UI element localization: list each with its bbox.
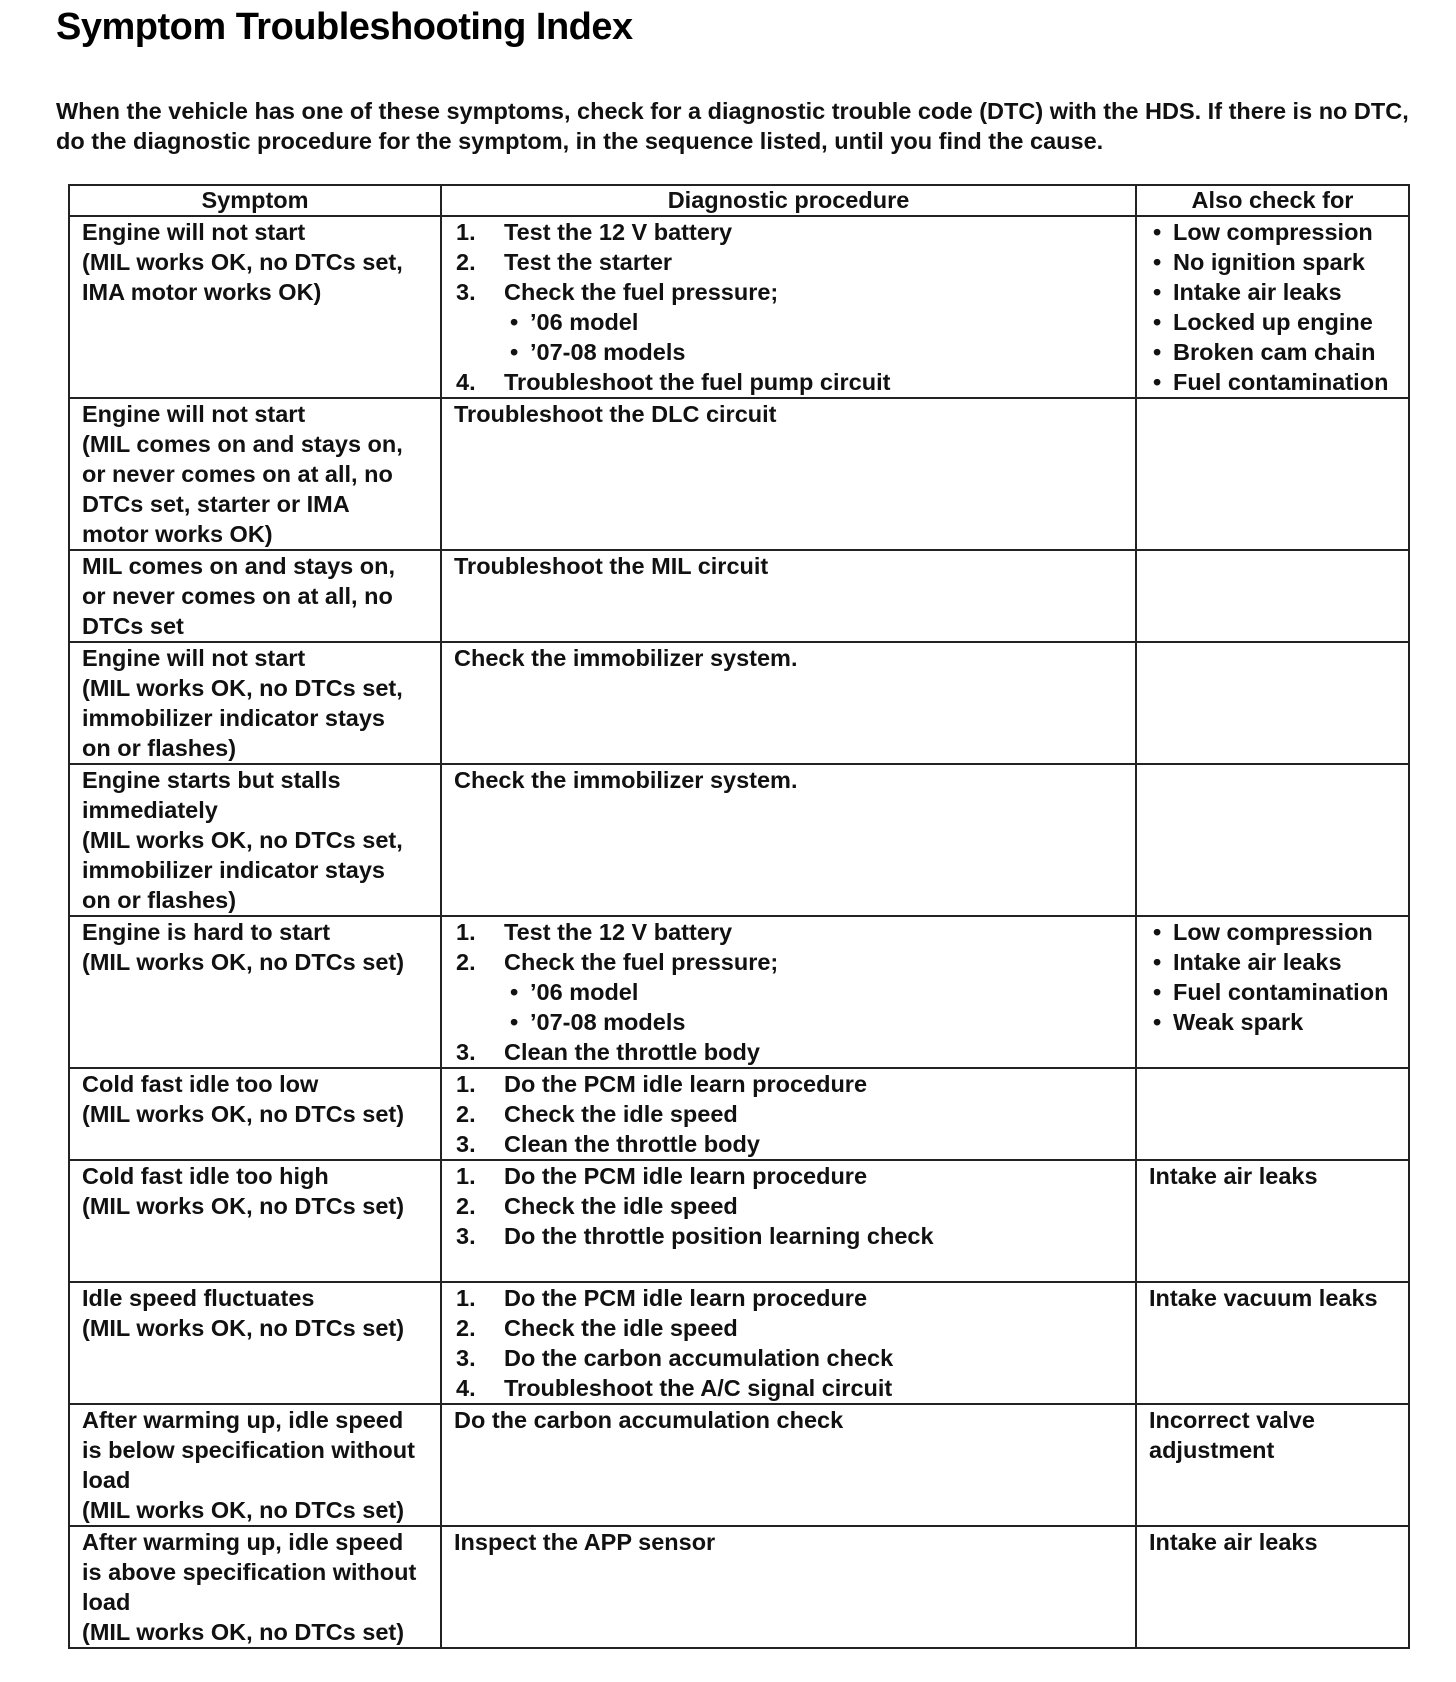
also-check-text: Intake air leaks: [1149, 1163, 1318, 1189]
also-check-text: Intake air leaks: [1149, 1529, 1318, 1555]
procedure-step: [454, 1191, 1125, 1221]
table-row: [69, 764, 1409, 916]
procedure-cell: [441, 1404, 1136, 1526]
procedure-step-text: Troubleshoot the fuel pump circuit: [504, 369, 891, 395]
procedure-step: [454, 917, 1125, 947]
procedure-step-text: Check the idle speed: [504, 1101, 738, 1127]
procedure-step: [454, 1313, 1125, 1343]
symptom-line: Engine will not start: [82, 645, 306, 671]
also-check-item: • No ignition spark: [1149, 247, 1398, 277]
symptom-line: (MIL comes on and stays on,: [82, 431, 403, 457]
table-row: [69, 642, 1409, 764]
symptom-cell: [69, 550, 441, 642]
procedure-cell: [441, 1526, 1136, 1648]
also-check-text: Incorrect valve: [1149, 1407, 1315, 1433]
procedure-cell: [441, 216, 1136, 398]
also-check-cell: [1136, 1160, 1409, 1282]
also-check-item: • Intake air leaks: [1149, 277, 1398, 307]
symptom-line: IMA motor works OK): [82, 279, 322, 305]
symptom-line: Engine will not start: [82, 401, 306, 427]
procedure-cell: [441, 642, 1136, 764]
procedure-cell: [441, 1282, 1136, 1404]
procedure-sub-item: • ’06 model: [504, 977, 1125, 1007]
symptom-line: (MIL works OK, no DTCs set): [82, 949, 405, 975]
procedure-sub-item: • ’07-08 models: [504, 337, 1125, 367]
also-check-cell: [1136, 1068, 1409, 1160]
procedure-step: [454, 1099, 1125, 1129]
procedure-steps: [454, 917, 1125, 1067]
symptom-line: is below specification without: [82, 1437, 415, 1463]
symptom-line: Cold fast idle too high: [82, 1163, 329, 1189]
procedure-step: [454, 247, 1125, 277]
procedure-step: [454, 1161, 1125, 1191]
also-check-item: • Low compression: [1149, 917, 1398, 947]
symptom-cell: [69, 216, 441, 398]
also-check-cell: [1136, 642, 1409, 764]
procedure-step-text: Clean the throttle body: [504, 1131, 760, 1157]
procedure-step-text: Do the PCM idle learn procedure: [504, 1285, 868, 1311]
symptom-cell: [69, 916, 441, 1068]
symptom-line: or never comes on at all, no: [82, 583, 393, 609]
procedure-sub-item: • ’07-08 models: [504, 1007, 1125, 1037]
procedure-cell: [441, 1160, 1136, 1282]
procedure-text: Check the immobilizer system.: [454, 645, 798, 671]
procedure-step-text: Check the fuel pressure;: [504, 279, 779, 305]
procedure-step: [454, 947, 1125, 1037]
also-check-item: • Locked up engine: [1149, 307, 1398, 337]
symptom-line: (MIL works OK, no DTCs set): [82, 1315, 405, 1341]
procedure-step-text: Check the idle speed: [504, 1193, 738, 1219]
procedure-cell: [441, 916, 1136, 1068]
also-check-item: • Low compression: [1149, 217, 1398, 247]
also-check-cell: [1136, 1526, 1409, 1648]
procedure-step-text: Test the 12 V battery: [504, 219, 733, 245]
symptom-line: (MIL works OK, no DTCs set): [82, 1193, 405, 1219]
symptom-cell: [69, 1068, 441, 1160]
page-title: Symptom Troubleshooting Index: [56, 6, 633, 48]
procedure-step: [454, 277, 1125, 367]
symptom-line: DTCs set: [82, 613, 184, 639]
table-row: [69, 1160, 1409, 1282]
symptom-line: on or flashes): [82, 735, 237, 761]
procedure-step: [454, 367, 1125, 397]
procedure-steps: [454, 1069, 1125, 1159]
symptom-line: (MIL works OK, no DTCs set): [82, 1619, 405, 1645]
table-row: [69, 1068, 1409, 1160]
header-symptom: Symptom: [69, 185, 441, 216]
procedure-text: Inspect the APP sensor: [454, 1529, 716, 1555]
symptom-line: (MIL works OK, no DTCs set,: [82, 249, 403, 275]
procedure-step: [454, 1343, 1125, 1373]
table-row: [69, 216, 1409, 398]
also-check-item: • Weak spark: [1149, 1007, 1398, 1037]
symptom-line: immobilizer indicator stays: [82, 705, 385, 731]
symptom-line: Engine will not start: [82, 219, 306, 245]
procedure-step-text: Do the PCM idle learn procedure: [504, 1071, 868, 1097]
symptom-line: After warming up, idle speed: [82, 1529, 404, 1555]
symptom-line: load: [82, 1589, 131, 1615]
also-check-cell: [1136, 1282, 1409, 1404]
procedure-steps: [454, 1161, 1125, 1251]
also-check-text: Intake vacuum leaks: [1149, 1285, 1378, 1311]
intro-paragraph: When the vehicle has one of these symptoms, check for a diagnostic trouble code (DTC) with the HDS. If there is no DTC, do the diagnostic procedure for the symptom, in the sequence listed, until you find the cause.: [56, 98, 1409, 154]
symptom-line: or never comes on at all, no: [82, 461, 393, 487]
also-check-item: • Broken cam chain: [1149, 337, 1398, 367]
procedure-steps: [454, 1283, 1125, 1403]
symptom-line: MIL comes on and stays on,: [82, 553, 395, 579]
also-check-item: • Intake air leaks: [1149, 947, 1398, 977]
also-check-cell: [1136, 764, 1409, 916]
symptom-line: Idle speed fluctuates: [82, 1285, 315, 1311]
symptom-line: After warming up, idle speed: [82, 1407, 404, 1433]
symptom-line: load: [82, 1467, 131, 1493]
header-also-check-for: Also check for: [1136, 185, 1409, 216]
procedure-step-text: Do the carbon accumulation check: [504, 1345, 894, 1371]
procedure-step: [454, 1129, 1125, 1159]
table-row: [69, 1282, 1409, 1404]
also-check-item: • Fuel contamination: [1149, 367, 1398, 397]
table-header-row: [69, 185, 1409, 216]
symptom-line: Engine is hard to start: [82, 919, 331, 945]
also-check-cell: [1136, 1404, 1409, 1526]
symptom-cell: [69, 764, 441, 916]
also-check-cell: [1136, 550, 1409, 642]
symptom-cell: [69, 642, 441, 764]
procedure-step: [454, 1373, 1125, 1403]
procedure-cell: [441, 764, 1136, 916]
procedure-step: [454, 1037, 1125, 1067]
procedure-step-text: Check the fuel pressure;: [504, 949, 779, 975]
symptom-line: immobilizer indicator stays: [82, 857, 385, 883]
procedure-cell: [441, 1068, 1136, 1160]
table-row: [69, 1404, 1409, 1526]
procedure-step-text: Do the PCM idle learn procedure: [504, 1163, 868, 1189]
procedure-step-text: Test the 12 V battery: [504, 919, 733, 945]
symptom-line: (MIL works OK, no DTCs set,: [82, 675, 403, 701]
symptom-line: motor works OK): [82, 521, 273, 547]
procedure-text: Troubleshoot the MIL circuit: [454, 553, 769, 579]
also-check-cell: [1136, 916, 1409, 1068]
symptom-troubleshooting-table: [68, 184, 1410, 1649]
procedure-step: [454, 1221, 1125, 1251]
also-check-list: [1149, 917, 1398, 1037]
symptom-line: (MIL works OK, no DTCs set): [82, 1101, 405, 1127]
header-diagnostic-procedure: Diagnostic procedure: [441, 185, 1136, 216]
procedure-text: Troubleshoot the DLC circuit: [454, 401, 777, 427]
procedure-sub-list: [504, 307, 1125, 367]
also-check-list: [1149, 217, 1398, 397]
procedure-sub-list: [504, 977, 1125, 1037]
also-check-cell: [1136, 398, 1409, 550]
symptom-cell: [69, 1404, 441, 1526]
symptom-line: on or flashes): [82, 887, 237, 913]
symptom-cell: [69, 1526, 441, 1648]
procedure-cell: [441, 398, 1136, 550]
symptom-cell: [69, 1160, 441, 1282]
procedure-steps: [454, 217, 1125, 397]
procedure-step: [454, 1283, 1125, 1313]
also-check-item: • Fuel contamination: [1149, 977, 1398, 1007]
table-row: [69, 916, 1409, 1068]
procedure-cell: [441, 550, 1136, 642]
procedure-step: [454, 217, 1125, 247]
symptom-line: Engine starts but stalls: [82, 767, 341, 793]
symptom-line: DTCs set, starter or IMA: [82, 491, 350, 517]
procedure-step: [454, 1069, 1125, 1099]
procedure-sub-item: • ’06 model: [504, 307, 1125, 337]
procedure-step-text: Clean the throttle body: [504, 1039, 760, 1065]
procedure-step-text: Troubleshoot the A/C signal circuit: [504, 1375, 893, 1401]
table-row: [69, 550, 1409, 642]
also-check-cell: [1136, 216, 1409, 398]
symptom-cell: [69, 398, 441, 550]
also-check-text: adjustment: [1149, 1437, 1275, 1463]
symptom-line: immediately: [82, 797, 218, 823]
procedure-step-text: Test the starter: [504, 249, 673, 275]
procedure-step-text: Do the throttle position learning check: [504, 1223, 934, 1249]
table-row: [69, 398, 1409, 550]
procedure-text: Do the carbon accumulation check: [454, 1407, 844, 1433]
symptom-line: (MIL works OK, no DTCs set,: [82, 827, 403, 853]
symptom-line: is above specification without: [82, 1559, 417, 1585]
procedure-text: Check the immobilizer system.: [454, 767, 798, 793]
symptom-line: Cold fast idle too low: [82, 1071, 319, 1097]
symptom-cell: [69, 1282, 441, 1404]
symptom-line: (MIL works OK, no DTCs set): [82, 1497, 405, 1523]
table-row: [69, 1526, 1409, 1648]
procedure-step-text: Check the idle speed: [504, 1315, 738, 1341]
